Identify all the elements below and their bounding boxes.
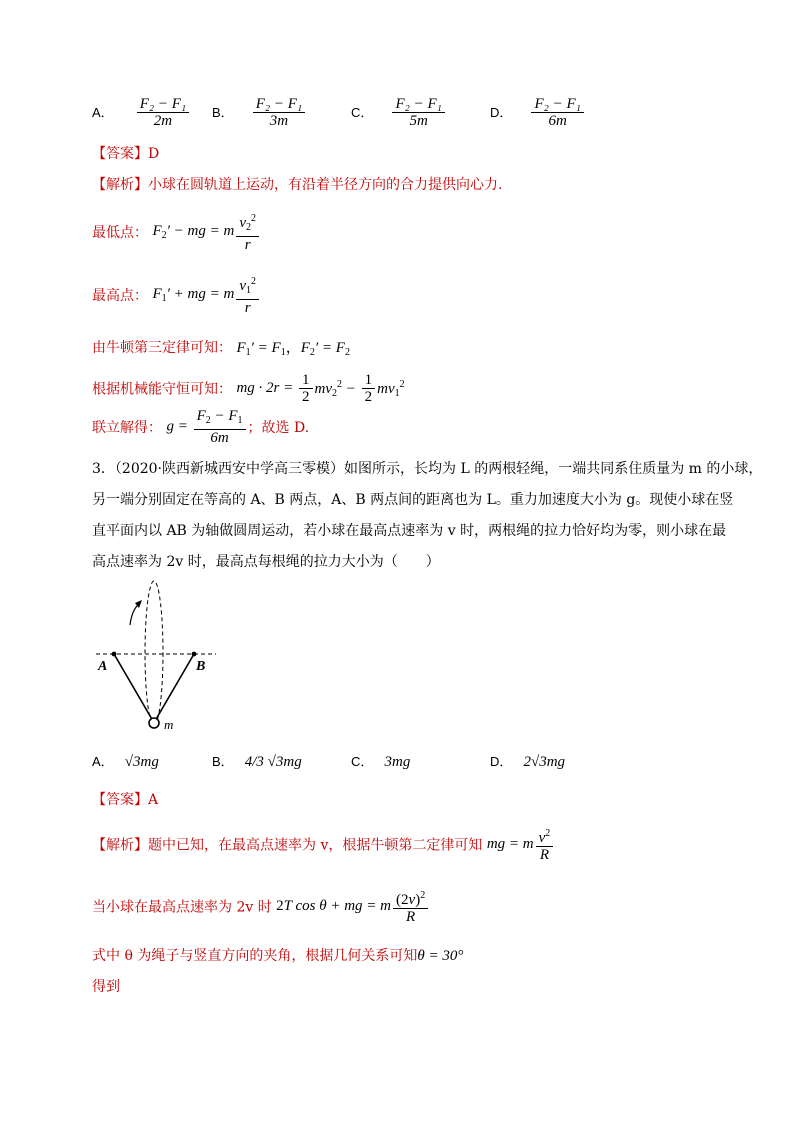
- numerator: F₂ − F₁: [137, 96, 189, 113]
- energy-label: 根据机械能守恒可知：: [92, 381, 232, 398]
- q2-option-a: [92, 96, 191, 129]
- point-b: [192, 652, 197, 657]
- answer-value: A: [148, 792, 159, 808]
- lowest-label: 最低点：: [92, 225, 148, 241]
- denominator: 2: [302, 389, 310, 405]
- denominator: 6m: [210, 430, 229, 446]
- option-label: C．: [351, 105, 374, 120]
- fraction: [236, 274, 259, 316]
- rope-a: [114, 654, 153, 721]
- highest-equation: $F_1'$ + mg = m: [152, 286, 235, 304]
- q2-option-d: [490, 96, 586, 129]
- option-value: √3mg: [124, 754, 159, 770]
- q3-line-2: [92, 888, 430, 925]
- q3-answer: [92, 789, 158, 809]
- numerator: F₂ − F₁: [531, 96, 583, 113]
- denominator: 2: [364, 389, 373, 405]
- numerator: $F_2 - F_1$: [194, 408, 246, 430]
- denominator: 2m: [153, 113, 173, 129]
- numerator: $v_2^2$: [236, 211, 259, 237]
- q3-option-a: [92, 751, 159, 771]
- theta-value: θ = 30°: [417, 948, 464, 964]
- label-a: A: [98, 659, 108, 674]
- fraction: [536, 826, 554, 863]
- q3-figure: [92, 575, 222, 735]
- fraction: [531, 96, 583, 129]
- circular-path-dashed: [145, 581, 163, 725]
- option-label: D．: [490, 754, 513, 769]
- newton3-equation: $F_1' = F_1$，$F_2' = F_2$: [236, 340, 350, 358]
- denominator: r: [244, 237, 251, 253]
- fraction-half: [362, 372, 376, 405]
- answer-value: D: [148, 146, 160, 162]
- q2-lowest-point: [92, 211, 261, 253]
- q3-analysis: [92, 826, 555, 863]
- fraction-half: [299, 372, 313, 405]
- option-label: A．: [92, 105, 114, 120]
- analysis-tag: 【解析】: [92, 177, 148, 193]
- label-b: B: [196, 659, 206, 674]
- q3-stem-line-2: 另一端分别固定在等高的 A、B 两点，A、B 两点间的距离也为 L。重力加速度大小为 g。现使小球在竖: [92, 492, 734, 508]
- denominator: r: [244, 300, 251, 316]
- line2-prefix: 当小球在最高点速率为 2v 时: [92, 899, 272, 916]
- analysis-tag: 【解析】: [92, 837, 148, 854]
- q3-stem-line-1: [92, 454, 762, 485]
- option-label: B．: [212, 105, 234, 120]
- question-number: 3．: [92, 461, 115, 477]
- fraction: [393, 888, 428, 925]
- q2-solve: [92, 408, 309, 446]
- q3-stem-line-3: 直平面内以 AB 为轴做圆周运动，若小球在最高点速率为 v 时，两根绳的拉力恰好均为零，则小球在最: [92, 523, 727, 539]
- fraction: [137, 96, 189, 129]
- q2-option-c: [351, 96, 447, 129]
- answer-tag: 【答案】: [92, 146, 148, 162]
- ball-icon: [149, 718, 159, 728]
- q2-energy: [92, 372, 405, 405]
- option-label: B．: [212, 754, 234, 769]
- fraction: [392, 96, 444, 129]
- option-value: 3mg: [384, 754, 411, 770]
- q3-option-b: [212, 751, 302, 771]
- q2-highest-point: [92, 274, 261, 316]
- numerator: $v^2$: [536, 826, 554, 847]
- analysis-text: 小球在圆轨道上运动，有沿着半径方向的合力提供向心力.: [148, 177, 503, 193]
- option-label: C．: [351, 754, 374, 769]
- analysis-text: 题中已知，在最高点速率为 v，根据牛顿第二定律可知: [148, 837, 483, 854]
- solve-label: 联立解得：: [92, 420, 162, 436]
- option-value: 2√3mg: [523, 754, 566, 770]
- q3-stem: [92, 454, 762, 578]
- answer-tag: 【答案】: [92, 792, 148, 808]
- denominator: 3m: [269, 113, 289, 129]
- line3-text: 式中 θ 为绳子与竖直方向的夹角，根据几何关系可知: [92, 948, 418, 964]
- energy-term: $mv_2^2$ −: [314, 378, 360, 399]
- fraction: [253, 96, 305, 129]
- option-label: A．: [92, 754, 114, 769]
- q2-newton3: [92, 336, 350, 358]
- option-label: D．: [490, 105, 513, 120]
- option-value: 4/3 √3mg: [244, 754, 302, 770]
- point-a: [112, 652, 117, 657]
- numerator: $v_1^2$: [236, 274, 259, 300]
- energy-equation: mg · 2r =: [236, 380, 297, 396]
- q3-line-4: 得到: [92, 979, 120, 995]
- q3-line-3: [92, 945, 463, 965]
- line2-equation: 2T cos θ + mg = m: [276, 898, 392, 914]
- denominator: 5m: [409, 113, 428, 129]
- energy-term: $mv_1^2$: [377, 378, 405, 399]
- numerator: 1: [362, 372, 376, 389]
- fraction: [236, 211, 259, 253]
- q3-option-d: [490, 751, 565, 771]
- highest-label: 最高点：: [92, 288, 148, 304]
- solve-suffix: ；故选 D.: [247, 420, 310, 436]
- q2-analysis: [92, 174, 502, 194]
- label-m: m: [164, 717, 174, 732]
- q2-answer: [92, 143, 159, 163]
- numerator: F₂ − F₁: [392, 96, 444, 113]
- newton2-equation: mg = m: [486, 836, 534, 852]
- q3-stem-line-4: 高点速率为 2v 时，最高点每根绳的拉力大小为（ ）: [92, 554, 440, 570]
- stem-text: （2020·陕西新城西安中学高三零模）如图所示，长均为 L 的两根轻绳，一端共同系住质量为 m 的小球，: [114, 461, 763, 477]
- numerator: $(2v)^2$: [393, 888, 428, 909]
- lowest-equation: $F_2'$ − mg = m: [152, 223, 235, 241]
- fraction: [194, 408, 246, 446]
- numerator: 1: [299, 372, 313, 389]
- numerator: F₂ − F₁: [253, 96, 305, 113]
- rope-b: [155, 654, 194, 721]
- denominator: 6m: [548, 113, 567, 129]
- q3-option-c: [351, 751, 410, 771]
- q2-option-b: [212, 96, 307, 129]
- denominator: R: [539, 847, 550, 863]
- solve-equation: g =: [166, 418, 192, 435]
- denominator: R: [406, 909, 416, 925]
- newton3-label: 由牛顿第三定律可知：: [92, 340, 232, 356]
